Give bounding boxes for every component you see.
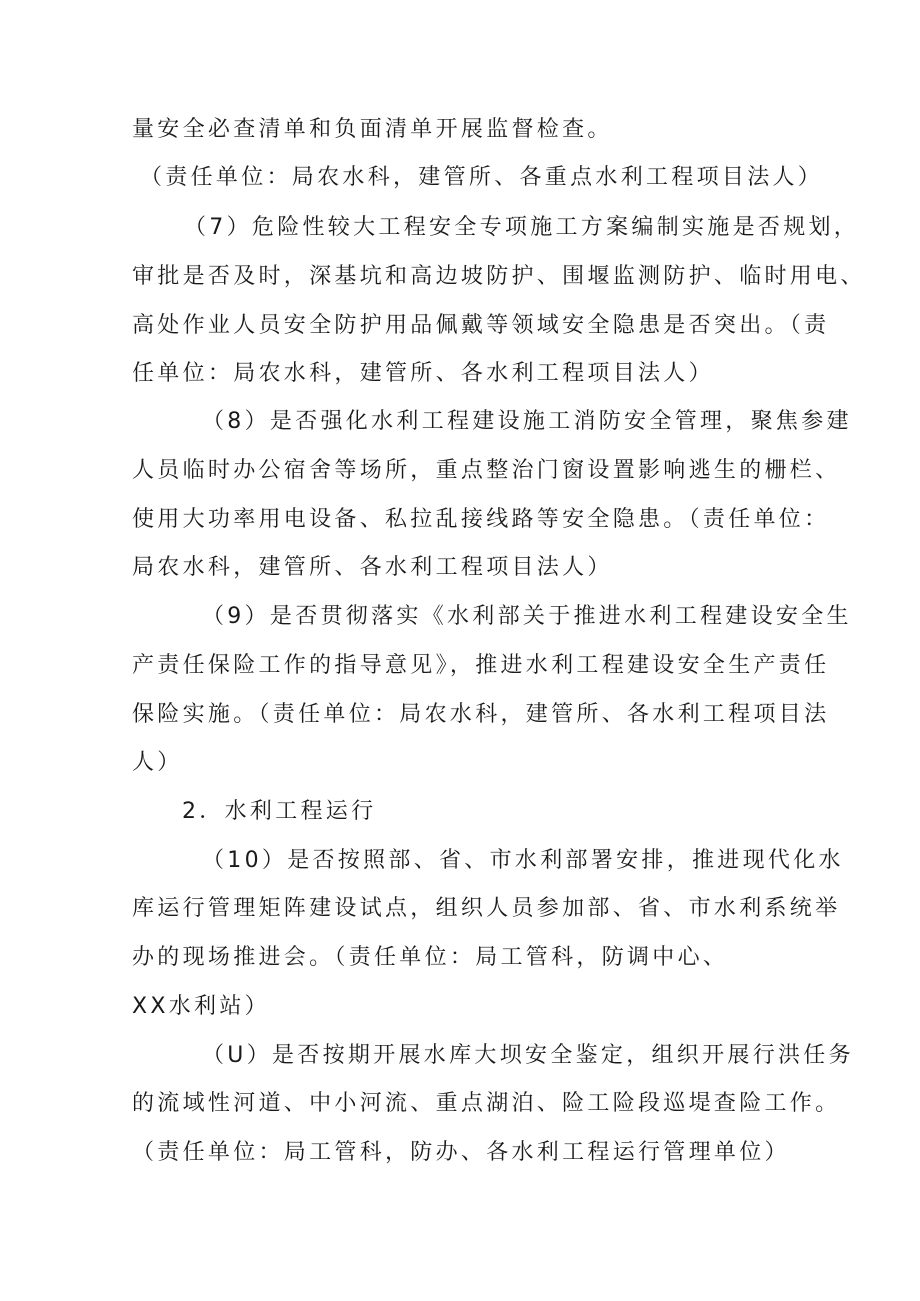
text-line: （U）是否按期开展水库大坝安全鉴定，组织开展行洪任务 (202, 1043, 854, 1068)
text-line: 使用大功率用电设备、私拉乱接线路等安全隐患。（责任单位： (132, 507, 830, 532)
text-line: 量安全必查清单和负面清单开展监督检查。 (132, 117, 613, 142)
text-line: 产责任保险工作的指导意见》，推进水利工程建设安全生产责任 (132, 653, 830, 678)
text-line: XX水利站） (132, 994, 270, 1019)
text-line: 的流域性河道、中小河流、重点湖泊、险工险段巡堤查险工作。 (132, 1091, 841, 1116)
text-line: 库运行管理矩阵建设试点，组织人员参加部、省、市水利系统举 (132, 896, 841, 921)
text-line: 人员临时办公宿舍等场所，重点整治门窗设置影响逃生的栅栏、 (132, 458, 841, 483)
text-line: （7）危险性较大工程安全专项施工方案编制实施是否规划， (184, 215, 860, 240)
text-line: 办的现场推进会。（责任单位：局工管科，防调中心、 (132, 945, 729, 970)
text-line: 人） (132, 750, 183, 775)
section-heading: 2．水利工程运行 (182, 799, 377, 824)
text-line: 审批是否及时，深基坑和高边坡防护、围堰监测防护、临时用电、 (132, 264, 866, 289)
text-line: 任单位：局农水科，建管所、各水利工程项目法人） (132, 361, 714, 386)
text-line: 局农水科，建管所、各水利工程项目法人） (132, 555, 613, 580)
text-line: （责任单位：局农水科，建管所、各重点水利工程项目法人） (140, 165, 824, 190)
text-line: （9）是否贯彻落实《水利部关于推进水利工程建设安全生 (202, 604, 852, 629)
text-line: （责任单位：局工管科，防办、各水利工程运行管理单位） (132, 1140, 790, 1165)
text-line: 高处作业人员安全防护用品佩戴等领域安全隐患是否突出。（责 (132, 313, 830, 338)
text-line: （8）是否强化水利工程建设施工消防安全管理，聚焦参建 (202, 409, 852, 434)
text-line: （10）是否按照部、省、市水利部署安排，推进现代化水 (202, 848, 844, 873)
text-line: 保险实施。（责任单位：局农水科，建管所、各水利工程项目法 (132, 702, 830, 727)
